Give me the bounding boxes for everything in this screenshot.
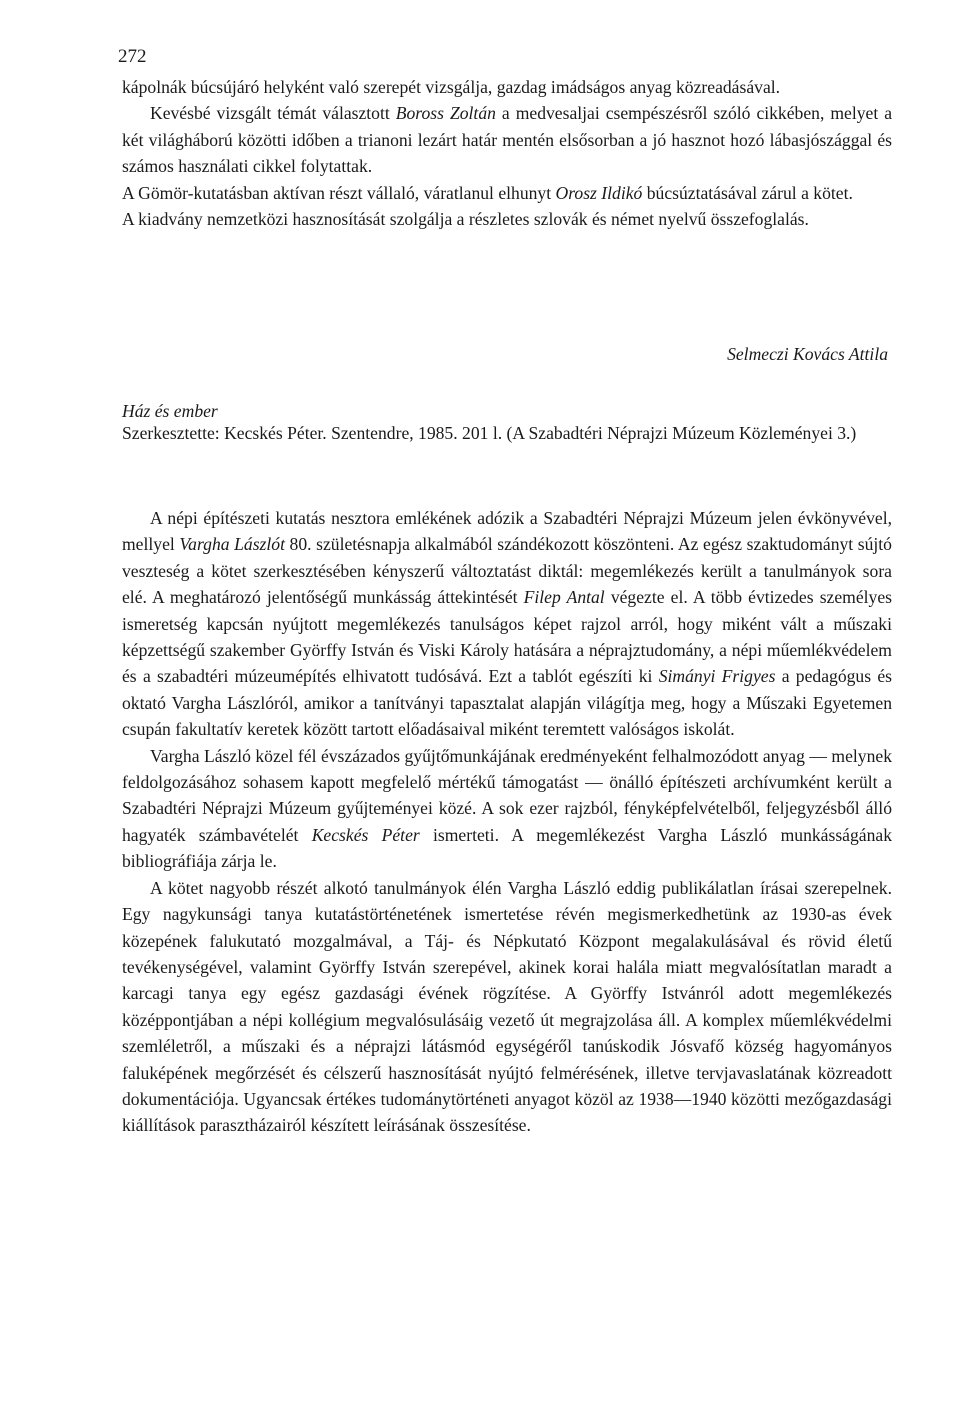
paragraph: Kevésbé vizsgált témát választott Boross Zoltán a medvesaljai csempészésről szóló cikkében, melyet a két világháború közötti időben a trianoni lezárt határ mentén elsősorban a jó hasznot hozó lábasjószággal és számos használati cikkel folytattak.: [122, 103, 892, 177]
paragraph: A népi építészeti kutatás nesztora emlékének adózik a Szabadtéri Néprajzi Múzeum jelen évkönyvével, mellyel Vargha Lászlót 80. születésnapja alkalmából szándékozott köszönteni. Az egész szaktudományt sújtó veszteség a kötet szerkesztésében kényszerű változtatást diktál: megemlékezés került a tanulmányok sora elé. A meghatározó jelentőségű munkásság áttekintését Filep Antal végezte el. A több évtizedes személyes ismeretség kapcsán nyújtott megemlékezés tanulságos képet rajzol arról, hogy miként vált a műszaki képzettségű szakember Györffy István és Viski Károly hatására a néprajztudomány, a népi műemlékvédelem és a szabadtéri múzeumépítés elhivatott tudósává. Ezt a tablót egészíti ki Simányi Frigyes a pedagógus és oktató Vargha Lászlóról, amikor a tanítványi tapasztalat alapján világítja meg, hogy a Műszaki Egyetemen csupán fakultatív keretek között tartott előadásaival miként teremtett valóságos iskolát.: [122, 508, 893, 740]
paragraph: A kiadvány nemzetközi hasznosítását szolgálja a részletes szlovák és német nyelvű összefoglalás.: [122, 209, 809, 230]
review-continuation: [122, 74, 892, 232]
author-name: Boross Zoltán: [395, 103, 496, 124]
paragraph: A Gömör-kutatásban aktívan részt vállaló, váratlanul elhunyt Orosz Ildikó búcsúztatásával zárul a kötet.: [122, 182, 853, 203]
page-number: 272: [118, 46, 147, 67]
reviewer-signature: Selmeczi Kovács Attila: [727, 344, 888, 364]
person-name: Vargha Lászlót: [179, 534, 285, 555]
review-heading: [122, 400, 892, 444]
book-bibliographic-data: Szerkesztette: Kecskés Péter. Szentendre, 1985. 201 l. (A Szabadtéri Néprajzi Múzeum Közleményei 3.): [122, 423, 857, 443]
author-name: Orosz Ildikó: [555, 182, 643, 203]
paragraph: kápolnák búcsújáró helyként való szerepét vizsgálja, gazdag imádságos anyag közreadásával.: [122, 77, 781, 97]
book-title: Ház és ember: [122, 401, 218, 421]
paragraph: A kötet nagyobb részét alkotó tanulmányok élén Vargha László eddig publikálatlan írásai szerepelnek. Egy nagykunsági tanya kutatástörténetének ismertetése révén megismerkedhetünk az 1930-as évek közepének falukutató mozgalmával, a Táj- és Népkutató Központ megalakulásával és rövid életű tevékenységével, valamint Györffy István szerepével, akinek korai halála miatt megvalósítatlan maradt a karcagi tanya egy egész gazdasági évének rögzítése. A Györffy Istvánról adott megemlékezés középpontjában a népi kollégium megvalósulásáig vezető út megrajzolása áll. A komplex műemlékvédelmi szemléletről, a műszaki és a néprajzi látásmód egységéről tanúskodik Jósvafő község hagyományos faluképének megőrzését és célszerű hasznosítását nyújtó felmérésének, illetve tervjavaslatának közreadott dokumentációja. Ugyancsak értékes tudománytörténeti anyagot közöl az 1938—1940 közötti mezőgazdasági kiállítások parasztházairól készített leírásának összesítése.: [122, 877, 892, 1136]
person-name: Filep Antal: [523, 587, 605, 608]
paragraph: Vargha László közel fél évszázados gyűjtőmunkájának eredményeként felhalmozódott anyag — melynek feldolgozásához sohasem kapott megfelelő mértékű támogatást — önálló építészeti archívumként került a Szabadtéri Néprajzi Múzeum gyűjteményei közé. A sok ezer rajzból, fényképfelvételből, feljegyzésből álló hagyaték számbavételét Kecskés Péter ismerteti. A megemlékezést Vargha László munkásságának bibliográfiája zárja le.: [122, 745, 892, 872]
review-body: [122, 505, 892, 1139]
person-name: Kecskés Péter: [311, 824, 420, 845]
person-name: Simányi Frigyes: [658, 666, 776, 687]
